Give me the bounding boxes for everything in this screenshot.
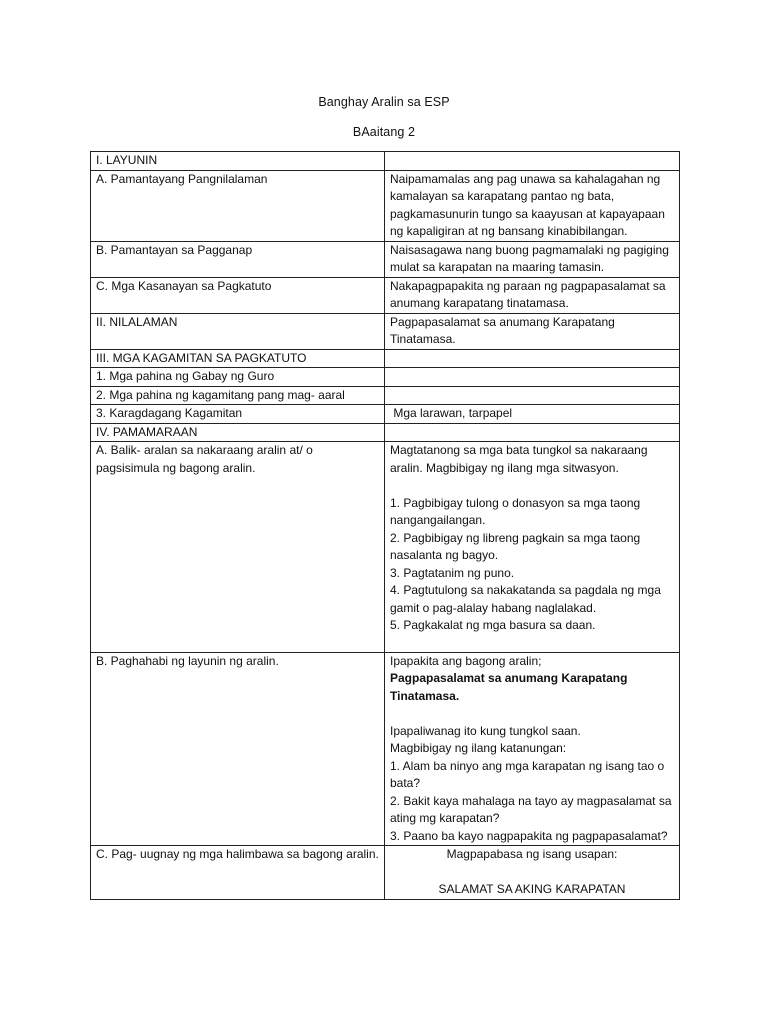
spacer (390, 705, 674, 723)
row-label: B. Paghahabi ng layunin ng aralin. (91, 652, 385, 846)
row-karagdagang-kagamitan (91, 405, 680, 424)
row-kagamitang-mag-aaral (91, 386, 680, 405)
question-item: 3. Paano ba kayo nagpapakita ng pagpapasalamat? (390, 828, 668, 843)
question-item: 2. Bakit kaya mahalaga na tayo ay magpasalamat sa ating mg karapatan? (390, 793, 672, 825)
row-label: 1. Mga pahina ng Gabay ng Guro (91, 368, 385, 387)
row-label: I. LAYUNIN (91, 152, 385, 171)
row-pag-uugnay (91, 846, 680, 900)
content-line: Ipapaliwanag ito kung tungkol saan. (390, 723, 581, 738)
row-content: Nakapagpapakita ng paraan ng pagpapasalamat sa anumang karapatang tinatamasa. (385, 277, 680, 313)
row-content (385, 846, 680, 900)
spacer (390, 864, 674, 882)
row-content (385, 442, 680, 653)
row-paghahabi-ng-layunin (91, 652, 680, 846)
row-content (385, 423, 680, 442)
row-content: Naipamamalas ang pag unawa sa kahalagahan ng kamalayan sa karapatang pantao ng bata, pagkamasunurin tungo sa kaayusan at kapayapaan ng kapaligiran at ng bansang kinabibilangan. (385, 170, 680, 241)
row-pamantayang-pangnilalaman (91, 170, 680, 241)
row-content: Mga larawan, tarpapel (385, 405, 680, 424)
row-content (385, 652, 680, 846)
lesson-plan-table (90, 151, 680, 900)
content-line: Magbibigay ng ilang katanungan: (390, 741, 567, 755)
lesson-topic: Pagpapasalamat sa anumang Karapatang Tinatamasa. (390, 671, 628, 703)
row-layunin (91, 152, 680, 171)
row-label: A. Pamantayang Pangnilalaman (91, 170, 385, 241)
list-item: 5. Pagkakalat ng mga basura sa daan. (390, 618, 596, 632)
row-label: A. Balik- aralan sa nakaraang aralin at/ o pagsisimula ng bagong aralin. (91, 442, 385, 653)
row-kasanayan-sa-pagkatuto (91, 277, 680, 313)
grade-level: BAaitang 2 (352, 125, 416, 139)
row-label: C. Mga Kasanayan sa Pagkatuto (91, 277, 385, 313)
list-item: 4. Pagtutulong sa nakakatanda sa pagdala ng mga gamit o pag-alalay habang naglalakad. (390, 583, 661, 615)
content-line: Ipapakita ang bagong aralin; (390, 653, 542, 668)
row-content (385, 386, 680, 405)
row-label: II. NILALAMAN (91, 313, 385, 349)
content-line: Magpapabasa ng isang usapan: (446, 847, 618, 861)
row-content (385, 152, 680, 171)
row-balik-aral (91, 442, 680, 653)
document-title: Banghay Aralin sa ESP (318, 95, 450, 109)
row-pamantayan-sa-pagganap (91, 241, 680, 277)
list-item: 1. Pagbibigay tulong o donasyon sa mga taong nangangailangan. (390, 495, 641, 527)
list-item: 3. Pagtatanim ng puno. (390, 565, 515, 580)
row-content: Pagpapasalamat sa anumang Karapatang Tinatamasa. (385, 313, 680, 349)
row-content (385, 368, 680, 387)
dialogue-title: SALAMAT SA AKING KARAPATAN (438, 882, 626, 896)
row-pamamaraan (91, 423, 680, 442)
row-label: 3. Karagdagang Kagamitan (91, 405, 385, 424)
row-content (385, 349, 680, 368)
row-kagamitan (91, 349, 680, 368)
row-gabay-ng-guro (91, 368, 680, 387)
list-item: 2. Pagbibigay ng libreng pagkain sa mga taong nasalanta ng bagyo. (390, 530, 641, 562)
row-label: C. Pag- uugnay ng mga halimbawa sa bagong aralin. (91, 846, 385, 900)
row-label: 2. Mga pahina ng kagamitang pang mag- aaral (91, 386, 385, 405)
row-nilalaman (91, 313, 680, 349)
row-label: IV. PAMAMARAAN (91, 423, 385, 442)
spacer (390, 477, 674, 495)
row-label: III. MGA KAGAMITAN SA PAGKATUTO (91, 349, 385, 368)
content-intro: Magtatanong sa mga bata tungkol sa nakaraang aralin. Magbibigay ng ilang mga sitwasyon. (390, 443, 648, 475)
row-content: Naisasagawa nang buong pagmamalaki ng pagiging mulat sa karapatan na maaring tamasin. (385, 241, 680, 277)
question-item: 1. Alam ba ninyo ang mga karapatan ng isang tao o bata? (390, 758, 665, 790)
row-label: B. Pamantayan sa Pagganap (91, 241, 385, 277)
